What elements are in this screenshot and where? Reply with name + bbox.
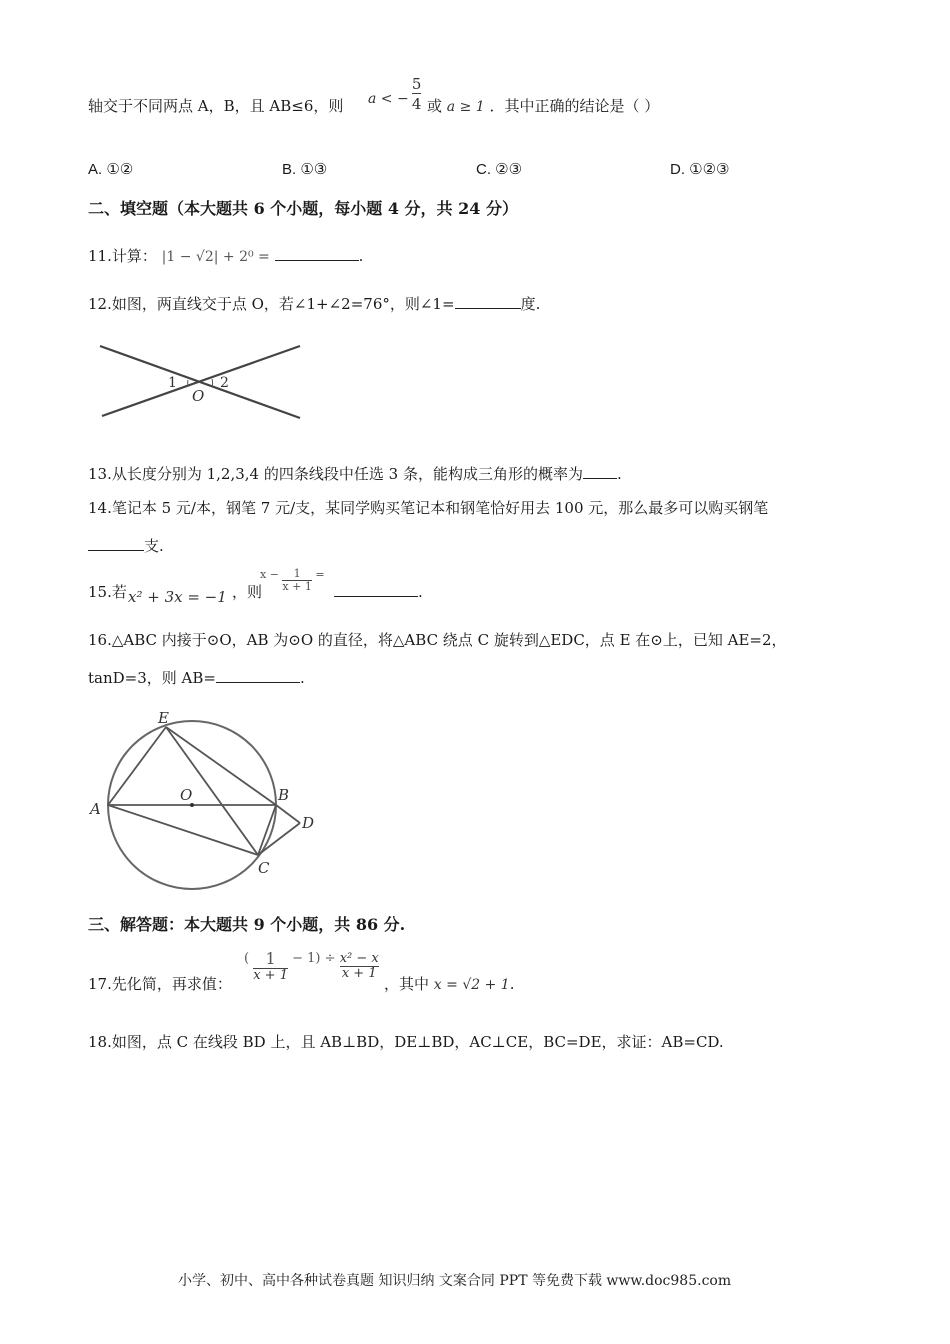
q10-or: 或 (427, 97, 443, 115)
q16-line2 (88, 668, 305, 688)
q15-suffix: . (418, 583, 423, 601)
option-c: C. ②③ (476, 161, 523, 178)
point-a-label: A (90, 800, 101, 818)
point-o-label: O (180, 786, 193, 804)
q15-condition: x² + 3x = −1 (128, 588, 227, 606)
q15-fraction (282, 568, 311, 593)
q17-expression: ( $\frac{1}{x + 1}$ − 1) ÷ $\frac{\text{x² − x}}{x + 1}$ (244, 949, 379, 983)
q17-mid: ，其中 (384, 975, 430, 993)
q12-line (88, 294, 540, 314)
section2-title: 二、填空题（本大题共 6 个小题，每小题 4 分，共 24 分） (88, 199, 518, 218)
q14-line1: 14.笔记本 5 元/本，钢笔 7 元/支，某同学购买笔记本和钢笔恰好用去 100 元，那么最多可以购买钢笔 (88, 499, 769, 517)
option-d: D. ①②③ (670, 161, 730, 178)
q15-frac-num: 1 (293, 567, 301, 580)
point-d-label: D (302, 814, 315, 832)
q11-line (88, 246, 363, 267)
segment-bd (276, 805, 300, 823)
q15-line (88, 582, 127, 602)
option-a: A. ①② (88, 161, 134, 178)
q10-conclusion-line (88, 96, 343, 116)
angle-1-label: 1 (168, 375, 177, 391)
q13-suffix: . (616, 465, 622, 483)
q14-suffix: 支. (144, 537, 164, 555)
q15-eq: = (315, 567, 325, 581)
q10-prefix: 轴交于不同两点 A，B，且 AB≤6，则 (88, 97, 344, 115)
q17-line (88, 974, 232, 994)
option-b: B. ①③ (282, 161, 328, 178)
q10-cond2: a ≥ 1 (446, 99, 485, 115)
q14-answer-blank[interactable] (88, 536, 144, 551)
q15-mid: ，则 (232, 583, 263, 601)
q17-frac1 (253, 950, 288, 983)
q13-answer-blank[interactable] (583, 464, 617, 479)
q11-suffix: . (358, 247, 364, 265)
q10-suffix: ．其中正确的结论是（ ） (489, 97, 660, 115)
q13-text: 13.从长度分别为 1,2,3,4 的四条线段中任选 3 条，能构成三角形的概率为 (88, 465, 583, 483)
q12-text: 12.如图，两直线交于点 O，若∠1+∠2=76°，则∠1= (88, 295, 455, 313)
q16-answer-blank[interactable] (216, 668, 300, 683)
q17-frac2-den: x + 1 (340, 966, 379, 981)
q17-frac2-num: x² − x (339, 950, 379, 966)
q17-frac1-den: x + 1 (253, 967, 288, 983)
q17-minus1: − 1) (292, 950, 321, 966)
q11-prefix: 11.计算： (88, 247, 157, 265)
point-e-label: E (158, 709, 169, 727)
q17-frac2 (340, 952, 379, 982)
point-o-label: O (192, 387, 205, 405)
q10-frac-den: 4 (411, 94, 422, 113)
q13-line (88, 464, 622, 484)
point-c-label: C (258, 859, 270, 877)
q12-suffix: 度. (520, 295, 541, 313)
q15-expr (260, 568, 325, 593)
q10-frac-num: 5 (411, 75, 422, 93)
figure-circle-triangles (84, 706, 324, 896)
section3-title: 三、解答题：本大题共 9 个小题，共 86 分. (88, 915, 406, 934)
segment-ac (108, 805, 258, 855)
q17-frac1-num: 1 (265, 949, 276, 968)
q17-div: ÷ (324, 950, 336, 966)
q15-expr-lhs: x − (260, 567, 279, 581)
q10-cond1-lhs: a < − (368, 90, 409, 107)
q10-condition-fraction (368, 76, 423, 112)
q12-answer-blank[interactable] (455, 294, 521, 309)
page-footer: 小学、初中、高中各种试卷真题 知识归纳 文案合同 PPT 等免费下载 www.doc985.com (178, 1273, 732, 1289)
q14-line2 (88, 536, 164, 556)
q17-suffix: . (509, 975, 515, 993)
angle-2-label: 2 (220, 375, 229, 391)
angle-2-arc (212, 379, 213, 387)
q10-cond2-line (427, 96, 659, 117)
q17-prefix: 17.先化简，再求值： (88, 975, 232, 993)
q16-line1: 16.△ABC 内接于⊙O，AB 为⊙O 的直径，将△ABC 绕点 C 旋转到△EDC，点 E 在⊙上，已知 AE=2， (88, 631, 787, 649)
q16-line2-text: tanD=3，则 AB= (88, 669, 216, 687)
q15-answer-line (334, 582, 423, 602)
q11-answer-blank[interactable] (275, 246, 359, 261)
q10-frac-5-4 (412, 76, 422, 112)
q17-xval: x = √2 + 1 (433, 977, 510, 993)
point-b-label: B (278, 786, 290, 804)
q15-answer-blank[interactable] (334, 582, 418, 597)
q11-expr: |1 − √2| + 2⁰ = (161, 249, 270, 265)
q15-prefix: 15.若 (88, 583, 127, 601)
figure-intersecting-lines (96, 336, 308, 428)
q15-frac-den: x + 1 (282, 580, 312, 594)
q16-suffix: . (299, 669, 305, 687)
q17-tail (384, 974, 514, 995)
q18-line: 18.如图，点 C 在线段 BD 上，且 AB⊥BD，DE⊥BD，AC⊥CE，BC=DE，求证：AB=CD. (88, 1033, 724, 1051)
